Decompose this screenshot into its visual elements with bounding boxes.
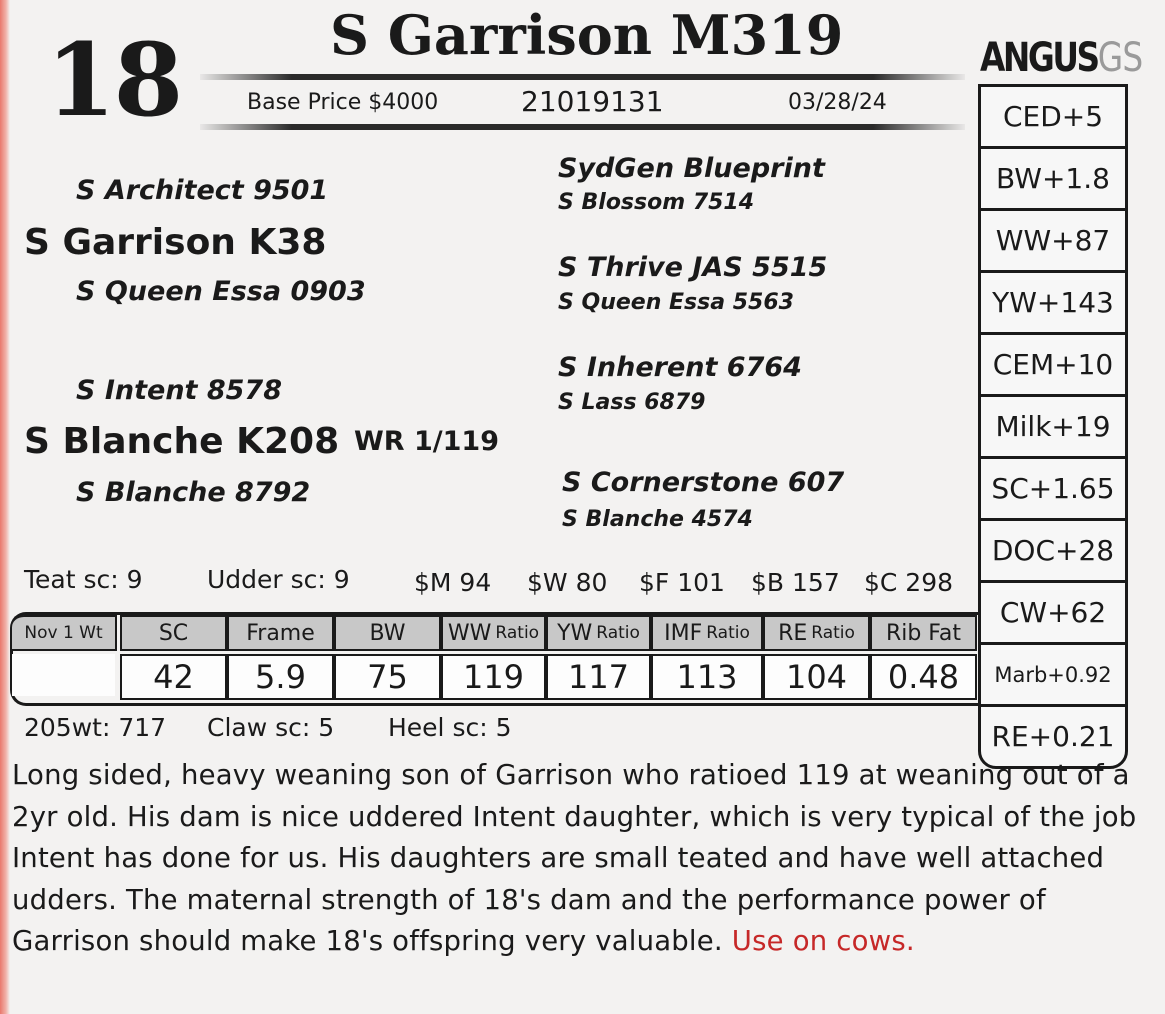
epd-ww: WW+87 bbox=[981, 211, 1125, 273]
pedigree-ss-sire: SydGen Blueprint bbox=[558, 153, 825, 184]
col-header-rib-fat: Rib Fat bbox=[870, 615, 977, 651]
index-m: $M 94 bbox=[414, 568, 492, 597]
cell-sc: 42 bbox=[120, 654, 227, 700]
pedigree-dd-sire: S Cornerstone 607 bbox=[562, 467, 845, 498]
index-w: $W 80 bbox=[527, 568, 608, 597]
index-f: $F 101 bbox=[639, 568, 725, 597]
pedigree-dam: S Blanche K208 bbox=[24, 421, 340, 462]
epd-ced: CED+5 bbox=[981, 87, 1125, 149]
weight-205: 205wt: 717 bbox=[24, 713, 167, 742]
pedigree-sd-dam: S Queen Essa 5563 bbox=[558, 290, 794, 315]
pedigree-sire-dam: S Queen Essa 0903 bbox=[76, 276, 366, 307]
cell-imf-ratio: 113 bbox=[651, 654, 763, 700]
epd-cw: CW+62 bbox=[981, 583, 1125, 645]
birth-date: 03/28/24 bbox=[788, 90, 887, 115]
registration-number: 21019131 bbox=[521, 85, 664, 118]
pedigree-sire-sire: S Architect 9501 bbox=[76, 175, 329, 206]
title-rule-top bbox=[200, 74, 965, 80]
dam-weaning-ratio-note: WR 1/119 bbox=[354, 426, 499, 457]
pedigree-dd-dam: S Blanche 4574 bbox=[562, 507, 753, 532]
epd-yw: YW+143 bbox=[981, 273, 1125, 335]
pedigree-dam-dam: S Blanche 8792 bbox=[76, 477, 311, 508]
index-c: $C 298 bbox=[864, 568, 954, 597]
epd-cem: CEM+10 bbox=[981, 335, 1125, 397]
cell-rib-fat: 0.48 bbox=[870, 654, 977, 700]
col-header-re-ratio: RE Ratio bbox=[763, 615, 870, 651]
col-header-frame: Frame bbox=[227, 615, 334, 651]
epd-sc: SC+1.65 bbox=[981, 459, 1125, 521]
udder-score: Udder sc: 9 bbox=[207, 565, 350, 594]
cell-frame: 5.9 bbox=[227, 654, 334, 700]
index-b: $B 157 bbox=[751, 568, 840, 597]
claw-score: Claw sc: 5 bbox=[207, 713, 335, 742]
pedigree-dam-sire: S Intent 8578 bbox=[76, 375, 283, 406]
col-header-imf-ratio: IMF Ratio bbox=[651, 615, 763, 651]
description-text: Long sided, heavy weaning son of Garrison who ratioed 119 at weaning out of a 2yr old. His dam is nice uddered Intent daughter, which is very typical of the job Intent has done for us. His daughters are small teated and have well attached udders. The maternal strength of 18's dam and the performance power of Garrison should make 18's offspring very valuable. bbox=[12, 759, 1137, 957]
pedigree-sire: S Garrison K38 bbox=[24, 222, 327, 263]
page-edge-accent bbox=[0, 0, 10, 1014]
cell-re-ratio: 104 bbox=[763, 654, 870, 700]
teat-score: Teat sc: 9 bbox=[24, 565, 143, 594]
epd-marb: Marb+0.92 bbox=[981, 645, 1125, 707]
pedigree-ds-sire: S Inherent 6764 bbox=[558, 352, 802, 383]
lot-number: 18 bbox=[46, 21, 182, 139]
animal-name: S Garrison M319 bbox=[330, 3, 844, 67]
epd-re: RE+0.21 bbox=[991, 720, 1115, 753]
epd-milk: Milk+19 bbox=[981, 397, 1125, 459]
description-paragraph bbox=[12, 755, 1142, 963]
epd-column bbox=[978, 84, 1128, 769]
cell-yw-ratio: 117 bbox=[546, 654, 651, 700]
pedigree-sd-sire: S Thrive JAS 5515 bbox=[558, 252, 828, 283]
pedigree-ds-dam: S Lass 6879 bbox=[558, 390, 706, 415]
epd-bw: BW+1.8 bbox=[981, 149, 1125, 211]
cell-nov-wt bbox=[12, 654, 115, 696]
col-header-ww-ratio: WW Ratio bbox=[441, 615, 546, 651]
base-price: Base Price $4000 bbox=[247, 90, 439, 115]
cell-ww-ratio: 119 bbox=[441, 654, 546, 700]
epd-doc: DOC+28 bbox=[981, 521, 1125, 583]
col-header-nov-wt: Nov 1 Wt bbox=[12, 615, 117, 651]
description-highlight: Use on cows. bbox=[731, 925, 915, 957]
cell-bw: 75 bbox=[334, 654, 441, 700]
col-header-bw: BW bbox=[334, 615, 441, 651]
title-rule-bottom bbox=[200, 124, 965, 130]
angus-gs-logo: ANGUSGS bbox=[980, 35, 1143, 81]
col-header-yw-ratio: YW Ratio bbox=[546, 615, 651, 651]
col-header-sc: SC bbox=[120, 615, 227, 651]
heel-score: Heel sc: 5 bbox=[388, 713, 512, 742]
pedigree-ss-dam: S Blossom 7514 bbox=[558, 190, 755, 215]
